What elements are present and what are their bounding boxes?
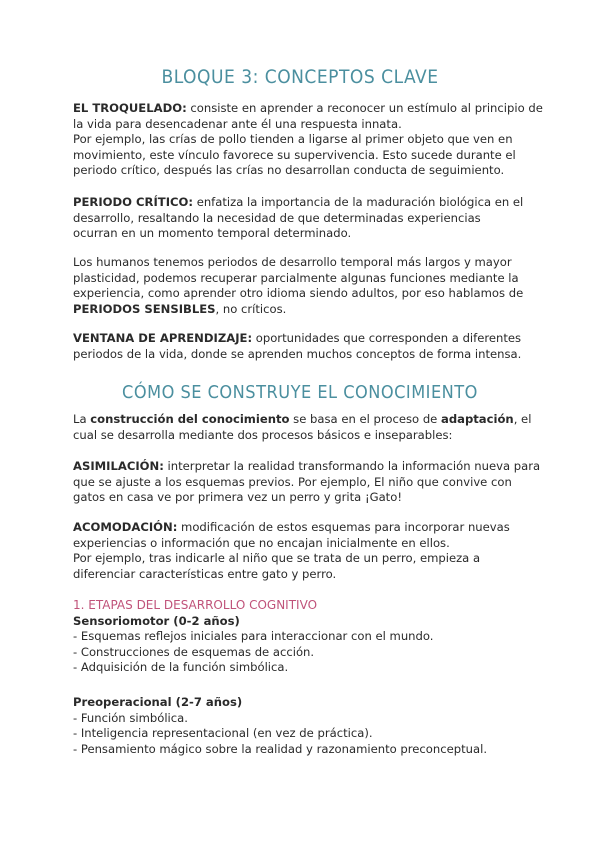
text-line: Por ejemplo, tras indicarle al niño que se trata de un perro, empieza a	[73, 551, 481, 566]
text-line: periodo crítico, después las crías no desarrollan conducta de seguimiento.	[73, 163, 505, 178]
list-item: - Construcciones de esquemas de acción.	[73, 644, 315, 659]
text-line: experiencia, como aprender otro idioma siendo adultos, por eso hablamos de	[73, 286, 524, 301]
construction-title: CÓMO SE CONSTRUYE EL CONOCIMIENTO	[122, 382, 478, 403]
text-fragment: se basa en el proceso de	[289, 412, 441, 426]
humanos-paragraph	[73, 255, 533, 317]
text-line: Por ejemplo, las crías de pollo tienden a ligarse al primer objeto que ven en	[73, 132, 513, 147]
text-line: desarrollo, resaltando la necesidad de que determinadas experiencias	[73, 210, 481, 225]
ventana-term: VENTANA DE APRENDIZAJE:	[73, 331, 253, 345]
sensoriomotor-title: Sensoriomotor (0-2 años)	[73, 613, 240, 628]
list-item: - Adquisición de la función simbólica.	[73, 660, 289, 675]
text-line: plasticidad, podemos recuperar parcialmente algunas funciones mediante la	[73, 270, 519, 285]
etapas-section	[73, 598, 533, 676]
construccion-term: construcción del conocimiento	[90, 412, 290, 426]
text-line: la vida para desencadenar ante él una respuesta innata.	[73, 116, 402, 131]
acomodacion-paragraph	[73, 520, 533, 582]
etapas-heading: 1. ETAPAS DEL DESARROLLO COGNITIVO	[73, 598, 318, 612]
block3-title: BLOQUE 3: CONCEPTOS CLAVE	[161, 66, 439, 88]
ventana-paragraph	[73, 331, 533, 362]
text-line: oportunidades que corresponden a diferentes	[252, 331, 522, 345]
construccion-paragraph	[73, 412, 533, 443]
list-item: - Esquemas reflejos iniciales para interaccionar con el mundo.	[73, 629, 434, 644]
periodo-critico-paragraph	[73, 195, 533, 242]
text-line: interpretar la realidad transformando la información nueva para	[163, 459, 541, 473]
text-line: que se ajuste a los esquemas previos. Por ejemplo, El niño que convive con	[73, 474, 512, 489]
troquelado-term: EL TROQUELADO:	[73, 101, 187, 115]
periodo-critico-term: PERIODO CRÍTICO:	[73, 195, 194, 209]
text-fragment: La	[73, 412, 91, 426]
adaptacion-term: adaptación	[441, 412, 514, 426]
list-item: - Pensamiento mágico sobre la realidad y razonamiento preconceptual.	[73, 741, 488, 756]
acomodacion-term: ACOMODACIÓN:	[73, 520, 178, 534]
text-line: experiencias o información que no encajan inicialmente en ellos.	[73, 535, 450, 550]
preoperacional-title: Preoperacional (2-7 años)	[73, 695, 243, 709]
text-line: periodos de la vida, donde se aprenden muchos conceptos de forma intensa.	[73, 346, 522, 361]
text-line: consiste en aprender a reconocer un estímulo al principio de	[186, 101, 543, 115]
text-line: enfatiza la importancia de la maduración biológica en el	[193, 195, 524, 209]
text-line: gatos en casa ve por primera vez un perro y grita ¡Gato!	[73, 490, 402, 505]
text-line: ocurran en un momento temporal determinado.	[73, 226, 352, 241]
list-item: - Inteligencia representacional (en vez de práctica).	[73, 726, 373, 741]
text-line: modificación de estos esquemas para incorporar nuevas	[177, 520, 510, 534]
text-line: , no críticos.	[215, 301, 287, 316]
text-line: diferenciar características entre gato y perro.	[73, 566, 337, 581]
text-line: Los humanos tenemos periodos de desarrollo temporal más largos y mayor	[73, 255, 512, 269]
text-fragment: , el	[513, 412, 532, 426]
text-line: movimiento, este vínculo favorece su supervivencia. Esto sucede durante el	[73, 147, 516, 162]
periodos-sensibles-term: PERIODOS SENSIBLES	[73, 301, 216, 316]
text-line: cual se desarrolla mediante dos procesos básicos e inseparables:	[73, 427, 453, 442]
preoperacional-section	[73, 695, 533, 757]
asimilacion-paragraph	[73, 459, 541, 506]
asimilacion-term: ASIMILACIÓN:	[73, 459, 164, 473]
troquelado-paragraph	[73, 101, 543, 179]
list-item: - Función simbólica.	[73, 710, 188, 725]
